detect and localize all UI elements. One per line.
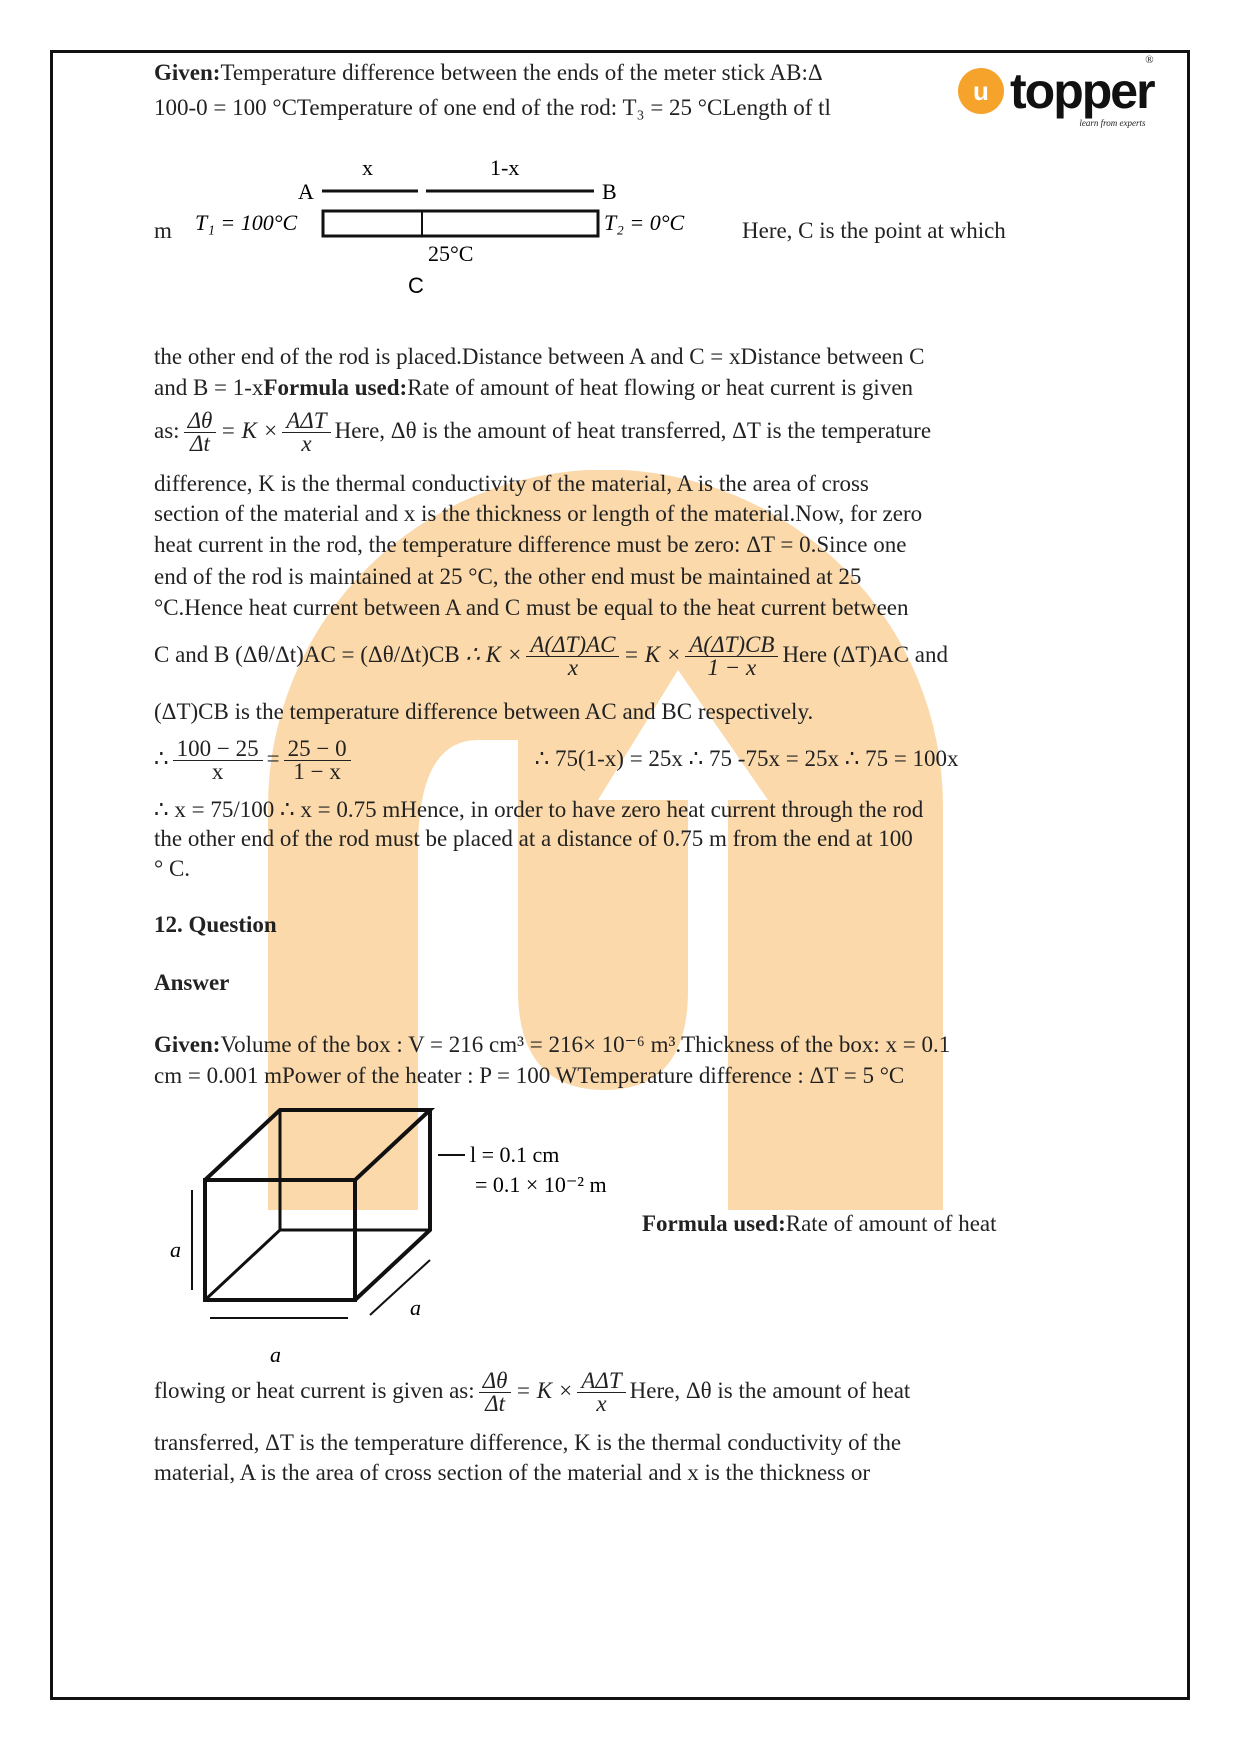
text-line: the other end of the rod is placed.Distance between A and C = xDistance between C	[154, 344, 925, 369]
text-line: the other end of the rod must be placed at a distance of 0.75 m from the end at 100	[154, 826, 913, 851]
text-line: end of the rod is maintained at 25 °C, the other end must be maintained at 25	[154, 564, 862, 589]
answer-heading: Answer	[154, 970, 230, 995]
label-T2: T₂ = 0°C	[604, 210, 685, 235]
text-line: ∴ x = 75/100 ∴ x = 0.75 mHence, in order to have zero heat current through the rod	[154, 797, 924, 822]
text-line: cm = 0.001 mPower of the heater : P = 100 WTemperature difference : ΔT = 5 °C	[154, 1063, 905, 1088]
thickness-label: l = 0.1 cm	[470, 1142, 560, 1167]
label-C: C	[408, 273, 424, 298]
formula-line: as: $\frac{\Delta\theta}{\Delta t}$ = K × $\frac{\text{AΔT}}{x}$ Here, Δθ is the amount of heat transferred, ΔT is the temperature	[154, 408, 932, 456]
text-line: heat current in the rod, the temperature difference must be zero: ΔT = 0.Since one	[154, 532, 907, 557]
text-line: Here, C is the point at which	[742, 218, 1006, 243]
text-line: (ΔT)CB is the temperature difference between AC and BC respectively.	[154, 699, 814, 724]
text-line: m	[154, 218, 172, 243]
label-a-depth: a	[410, 1295, 421, 1320]
text-line: section of the material and x is the thickness or length of the material.Now, for zero	[154, 501, 923, 526]
label-x: x	[362, 155, 373, 180]
formula-line: flowing or heat current is given as: $\frac{\Delta\theta}{\Delta t}$ = K × $\frac{\text{AΔT}}{x}$ Here, Δθ is the amount of heat	[154, 1368, 911, 1416]
text-line: Given:Volume of the box : V = 216 cm³ = 216× 10⁻⁶ m³.Thickness of the box: x = 0.1	[154, 1032, 951, 1057]
text-line: 100-0 = 100 °CTemperature of one end of the rod: T₃ = 25 °CLength of tl	[154, 95, 831, 120]
label-B: B	[602, 179, 617, 204]
label-A: A	[298, 179, 314, 204]
rod-diagram	[190, 155, 710, 300]
text-line: °C.Hence heat current between A and C must be equal to the heat current between	[154, 595, 909, 620]
text-line: Formula used:Rate of amount of heat	[642, 1211, 997, 1236]
formula-line: C and B (Δθ/Δt)AC = (Δθ/Δt)CB ∴ K × $\frac{A(\Delta T)AC}{x}$ = K × $\frac{A(\Delta T)CB}{1 - x}$ Here (ΔT)AC and	[154, 632, 948, 680]
text-line: ° C.	[154, 856, 191, 881]
label-T1: T₁ = 100°C	[195, 210, 298, 235]
utopper-logo: u topper learn from experts ®	[958, 62, 1154, 120]
text-line: Given:Temperature difference between the ends of the meter stick AB:Δ	[154, 60, 823, 85]
text-line: material, A is the area of cross section of the material and x is the thickness or	[154, 1460, 870, 1485]
cube-diagram	[170, 1100, 610, 1375]
formula-line: ∴ $\frac{100 - 25}{x}$ = $\frac{25 - 0}{1 - x}$ ∴ 75(1-x) = 25x ∴ 75 -75x = 25x ∴ 75 = 100x	[154, 736, 959, 784]
label-a-width: a	[270, 1342, 281, 1367]
text-line: and B = 1-xFormula used:Rate of amount of heat flowing or heat current is given	[154, 375, 914, 400]
thickness-label-m: = 0.1 × 10⁻² m	[475, 1172, 607, 1197]
label-1-x: 1-x	[490, 155, 520, 180]
label-a-height: a	[170, 1237, 181, 1262]
text-line: transferred, ΔT is the temperature difference, K is the thermal conductivity of the	[154, 1430, 902, 1455]
question-heading: 12. Question	[154, 912, 277, 937]
text-line: difference, K is the thermal conductivity of the material, A is the area of cross	[154, 471, 869, 496]
label-25C: 25°C	[428, 241, 474, 266]
